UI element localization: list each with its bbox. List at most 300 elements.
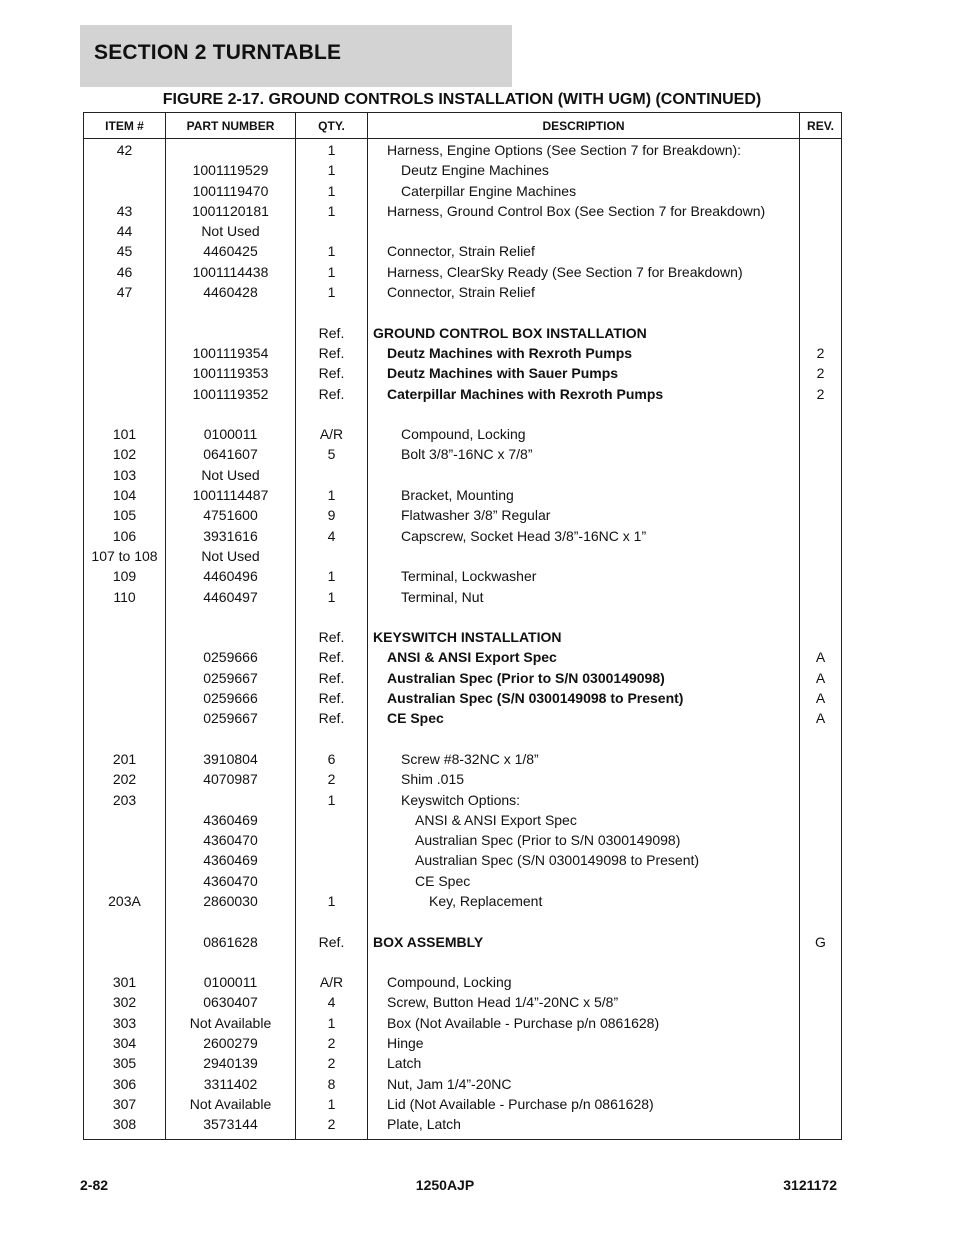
item-number-cell bbox=[84, 404, 166, 424]
revision-cell: A bbox=[800, 688, 842, 708]
quantity-cell: 1 bbox=[296, 139, 368, 161]
quantity-cell: Ref. bbox=[296, 688, 368, 708]
part-number-cell bbox=[166, 952, 296, 972]
item-number-cell: 103 bbox=[84, 465, 166, 485]
quantity-cell: 6 bbox=[296, 749, 368, 769]
item-number-cell: 44 bbox=[84, 221, 166, 241]
section-title: SECTION 2 TURNTABLE bbox=[94, 41, 342, 64]
part-number-cell: 4070987 bbox=[166, 769, 296, 789]
item-number-cell: 201 bbox=[84, 749, 166, 769]
table-row bbox=[84, 424, 842, 444]
description-cell bbox=[368, 404, 800, 424]
quantity-cell bbox=[296, 952, 368, 972]
table-row bbox=[84, 343, 842, 363]
item-number-cell bbox=[84, 363, 166, 383]
table-header-row bbox=[84, 113, 842, 139]
quantity-cell bbox=[296, 607, 368, 627]
quantity-cell bbox=[296, 810, 368, 830]
part-number-cell: 4460428 bbox=[166, 282, 296, 302]
part-number-cell: 4360469 bbox=[166, 810, 296, 830]
part-number-cell bbox=[166, 607, 296, 627]
part-number-cell: 0630407 bbox=[166, 992, 296, 1012]
description-cell: Key, Replacement bbox=[368, 891, 800, 911]
revision-cell bbox=[800, 769, 842, 789]
part-number-cell: Not Used bbox=[166, 221, 296, 241]
description-cell: Compound, Locking bbox=[368, 424, 800, 444]
revision-cell: G bbox=[800, 932, 842, 952]
part-number-cell bbox=[166, 404, 296, 424]
item-number-cell bbox=[84, 911, 166, 931]
revision-cell bbox=[800, 282, 842, 302]
description-cell: Screw #8-32NC x 1/8” bbox=[368, 749, 800, 769]
table-row bbox=[84, 932, 842, 952]
table-row bbox=[84, 729, 842, 749]
quantity-cell bbox=[296, 404, 368, 424]
description-cell bbox=[368, 221, 800, 241]
description-cell: KEYSWITCH INSTALLATION bbox=[368, 627, 800, 647]
quantity-cell: A/R bbox=[296, 424, 368, 444]
part-number-cell: 4460425 bbox=[166, 241, 296, 261]
quantity-cell bbox=[296, 911, 368, 931]
quantity-cell: 2 bbox=[296, 1114, 368, 1139]
part-number-cell: 1001119529 bbox=[166, 160, 296, 180]
part-number-cell bbox=[166, 323, 296, 343]
table-row bbox=[84, 1013, 842, 1033]
quantity-cell bbox=[296, 221, 368, 241]
table-row bbox=[84, 221, 842, 241]
description-cell: Compound, Locking bbox=[368, 972, 800, 992]
description-cell: Deutz Machines with Sauer Pumps bbox=[368, 363, 800, 383]
part-number-cell bbox=[166, 302, 296, 322]
part-number-cell bbox=[166, 911, 296, 931]
quantity-cell: 1 bbox=[296, 241, 368, 261]
column-header-description: DESCRIPTION bbox=[368, 113, 800, 139]
table-row bbox=[84, 526, 842, 546]
quantity-cell bbox=[296, 465, 368, 485]
table-row bbox=[84, 587, 842, 607]
part-number-cell bbox=[166, 627, 296, 647]
item-number-cell: 307 bbox=[84, 1094, 166, 1114]
revision-cell bbox=[800, 241, 842, 261]
part-number-cell: 3573144 bbox=[166, 1114, 296, 1139]
part-number-cell: 4460496 bbox=[166, 566, 296, 586]
part-number-cell: 1001119352 bbox=[166, 384, 296, 404]
item-number-cell bbox=[84, 384, 166, 404]
part-number-cell: 1001114438 bbox=[166, 262, 296, 282]
quantity-cell: 4 bbox=[296, 526, 368, 546]
revision-cell bbox=[800, 1053, 842, 1073]
description-cell: Deutz Engine Machines bbox=[368, 160, 800, 180]
description-cell bbox=[368, 911, 800, 931]
quantity-cell: 1 bbox=[296, 282, 368, 302]
revision-cell bbox=[800, 1033, 842, 1053]
quantity-cell: 2 bbox=[296, 769, 368, 789]
part-number-cell: 2940139 bbox=[166, 1053, 296, 1073]
table-row bbox=[84, 139, 842, 161]
description-cell: Caterpillar Machines with Rexroth Pumps bbox=[368, 384, 800, 404]
revision-cell bbox=[800, 1094, 842, 1114]
table-row bbox=[84, 911, 842, 931]
part-number-cell: 0259666 bbox=[166, 688, 296, 708]
quantity-cell: 1 bbox=[296, 1094, 368, 1114]
item-number-cell: 46 bbox=[84, 262, 166, 282]
table-row bbox=[84, 201, 842, 221]
quantity-cell: 5 bbox=[296, 444, 368, 464]
revision-cell bbox=[800, 505, 842, 525]
revision-cell bbox=[800, 627, 842, 647]
part-number-cell: 0100011 bbox=[166, 972, 296, 992]
part-number-cell bbox=[166, 139, 296, 161]
revision-cell bbox=[800, 891, 842, 911]
description-cell: Connector, Strain Relief bbox=[368, 241, 800, 261]
table-row bbox=[84, 952, 842, 972]
table-row bbox=[84, 323, 842, 343]
item-number-cell bbox=[84, 323, 166, 343]
table-row bbox=[84, 241, 842, 261]
table-row bbox=[84, 404, 842, 424]
table-row bbox=[84, 546, 842, 566]
part-number-cell: 4751600 bbox=[166, 505, 296, 525]
table-row bbox=[84, 790, 842, 810]
description-cell: Flatwasher 3/8” Regular bbox=[368, 505, 800, 525]
description-cell: Australian Spec (S/N 0300149098 to Present) bbox=[368, 688, 800, 708]
table-row bbox=[84, 282, 842, 302]
part-number-cell: Not Used bbox=[166, 465, 296, 485]
description-cell: Terminal, Nut bbox=[368, 587, 800, 607]
item-number-cell bbox=[84, 160, 166, 180]
table-row bbox=[84, 688, 842, 708]
description-cell: Bracket, Mounting bbox=[368, 485, 800, 505]
revision-cell: A bbox=[800, 708, 842, 728]
table-row bbox=[84, 1033, 842, 1053]
description-cell: Plate, Latch bbox=[368, 1114, 800, 1139]
table-row bbox=[84, 1114, 842, 1139]
revision-cell bbox=[800, 952, 842, 972]
table-row bbox=[84, 850, 842, 870]
part-number-cell: 0259667 bbox=[166, 708, 296, 728]
parts-table bbox=[83, 112, 842, 1140]
revision-cell bbox=[800, 404, 842, 424]
part-number-cell: 0259666 bbox=[166, 647, 296, 667]
table-row bbox=[84, 1074, 842, 1094]
quantity-cell: Ref. bbox=[296, 668, 368, 688]
item-number-cell bbox=[84, 932, 166, 952]
part-number-cell bbox=[166, 790, 296, 810]
description-cell: Australian Spec (Prior to S/N 0300149098) bbox=[368, 830, 800, 850]
quantity-cell: 1 bbox=[296, 790, 368, 810]
table-row bbox=[84, 363, 842, 383]
quantity-cell bbox=[296, 546, 368, 566]
quantity-cell bbox=[296, 729, 368, 749]
description-cell: Hinge bbox=[368, 1033, 800, 1053]
item-number-cell: 302 bbox=[84, 992, 166, 1012]
item-number-cell: 303 bbox=[84, 1013, 166, 1033]
revision-cell bbox=[800, 587, 842, 607]
revision-cell: 2 bbox=[800, 343, 842, 363]
part-number-cell: Not Available bbox=[166, 1013, 296, 1033]
revision-cell bbox=[800, 465, 842, 485]
description-cell: Screw, Button Head 1/4”-20NC x 5/8” bbox=[368, 992, 800, 1012]
item-number-cell: 43 bbox=[84, 201, 166, 221]
description-cell: CE Spec bbox=[368, 708, 800, 728]
quantity-cell: 4 bbox=[296, 992, 368, 1012]
column-header-rev: REV. bbox=[800, 113, 842, 139]
revision-cell bbox=[800, 323, 842, 343]
quantity-cell: 1 bbox=[296, 485, 368, 505]
quantity-cell: Ref. bbox=[296, 627, 368, 647]
table-row bbox=[84, 810, 842, 830]
description-cell: GROUND CONTROL BOX INSTALLATION bbox=[368, 323, 800, 343]
table-row bbox=[84, 769, 842, 789]
table-row bbox=[84, 505, 842, 525]
revision-cell bbox=[800, 262, 842, 282]
item-number-cell bbox=[84, 668, 166, 688]
revision-cell bbox=[800, 566, 842, 586]
item-number-cell bbox=[84, 688, 166, 708]
quantity-cell: A/R bbox=[296, 972, 368, 992]
column-header-item: ITEM # bbox=[84, 113, 166, 139]
part-number-cell bbox=[166, 729, 296, 749]
part-number-cell: 0259667 bbox=[166, 668, 296, 688]
description-cell: CE Spec bbox=[368, 871, 800, 891]
item-number-cell bbox=[84, 181, 166, 201]
item-number-cell: 304 bbox=[84, 1033, 166, 1053]
revision-cell bbox=[800, 790, 842, 810]
item-number-cell bbox=[84, 607, 166, 627]
footer-document-number: 3121172 bbox=[783, 1177, 837, 1193]
revision-cell bbox=[800, 911, 842, 931]
table-row bbox=[84, 627, 842, 647]
quantity-cell: Ref. bbox=[296, 343, 368, 363]
footer-page-number: 2-82 bbox=[80, 1177, 109, 1193]
table-row bbox=[84, 485, 842, 505]
description-cell: Capscrew, Socket Head 3/8”-16NC x 1” bbox=[368, 526, 800, 546]
table-row bbox=[84, 992, 842, 1012]
revision-cell bbox=[800, 485, 842, 505]
item-number-cell: 47 bbox=[84, 282, 166, 302]
quantity-cell: 2 bbox=[296, 1053, 368, 1073]
table-row bbox=[84, 1053, 842, 1073]
item-number-cell: 45 bbox=[84, 241, 166, 261]
revision-cell bbox=[800, 749, 842, 769]
table-row bbox=[84, 384, 842, 404]
revision-cell bbox=[800, 181, 842, 201]
quantity-cell bbox=[296, 302, 368, 322]
item-number-cell bbox=[84, 952, 166, 972]
item-number-cell bbox=[84, 830, 166, 850]
revision-cell bbox=[800, 992, 842, 1012]
table-row bbox=[84, 302, 842, 322]
quantity-cell: Ref. bbox=[296, 647, 368, 667]
revision-cell bbox=[800, 526, 842, 546]
item-number-cell: 101 bbox=[84, 424, 166, 444]
part-number-cell: 3910804 bbox=[166, 749, 296, 769]
revision-cell bbox=[800, 1114, 842, 1139]
quantity-cell: Ref. bbox=[296, 932, 368, 952]
table-row bbox=[84, 708, 842, 728]
description-cell: Latch bbox=[368, 1053, 800, 1073]
part-number-cell: 1001119353 bbox=[166, 363, 296, 383]
table-row bbox=[84, 465, 842, 485]
part-number-cell: 4360469 bbox=[166, 850, 296, 870]
table-row bbox=[84, 566, 842, 586]
item-number-cell: 308 bbox=[84, 1114, 166, 1139]
quantity-cell bbox=[296, 850, 368, 870]
description-cell: Australian Spec (S/N 0300149098 to Present) bbox=[368, 850, 800, 870]
table-row bbox=[84, 891, 842, 911]
item-number-cell: 202 bbox=[84, 769, 166, 789]
table-row bbox=[84, 181, 842, 201]
revision-cell bbox=[800, 160, 842, 180]
table-row bbox=[84, 1094, 842, 1114]
column-header-part-number: PART NUMBER bbox=[166, 113, 296, 139]
description-cell: Deutz Machines with Rexroth Pumps bbox=[368, 343, 800, 363]
revision-cell bbox=[800, 546, 842, 566]
quantity-cell: 9 bbox=[296, 505, 368, 525]
quantity-cell: 1 bbox=[296, 1013, 368, 1033]
item-number-cell bbox=[84, 708, 166, 728]
revision-cell bbox=[800, 444, 842, 464]
quantity-cell: 1 bbox=[296, 891, 368, 911]
revision-cell bbox=[800, 424, 842, 444]
description-cell: Lid (Not Available - Purchase p/n 0861628) bbox=[368, 1094, 800, 1114]
quantity-cell: 8 bbox=[296, 1074, 368, 1094]
figure-title: FIGURE 2-17. GROUND CONTROLS INSTALLATION (WITH UGM) (CONTINUED) bbox=[162, 91, 762, 108]
description-cell bbox=[368, 729, 800, 749]
quantity-cell: Ref. bbox=[296, 708, 368, 728]
part-number-cell: Not Used bbox=[166, 546, 296, 566]
part-number-cell: 1001120181 bbox=[166, 201, 296, 221]
description-cell: Box (Not Available - Purchase p/n 0861628) bbox=[368, 1013, 800, 1033]
item-number-cell bbox=[84, 647, 166, 667]
description-cell: Bolt 3/8”-16NC x 7/8” bbox=[368, 444, 800, 464]
item-number-cell bbox=[84, 302, 166, 322]
description-cell: Harness, Ground Control Box (See Section 7 for Breakdown) bbox=[368, 201, 800, 221]
footer-model: 1250AJP bbox=[415, 1177, 475, 1193]
revision-cell bbox=[800, 607, 842, 627]
description-cell: Harness, ClearSky Ready (See Section 7 for Breakdown) bbox=[368, 262, 800, 282]
description-cell: Nut, Jam 1/4”-20NC bbox=[368, 1074, 800, 1094]
table-row bbox=[84, 262, 842, 282]
part-number-cell: 4360470 bbox=[166, 871, 296, 891]
part-number-cell: 1001114487 bbox=[166, 485, 296, 505]
revision-cell: A bbox=[800, 647, 842, 667]
revision-cell bbox=[800, 1013, 842, 1033]
item-number-cell: 203 bbox=[84, 790, 166, 810]
description-cell bbox=[368, 302, 800, 322]
item-number-cell: 105 bbox=[84, 505, 166, 525]
item-number-cell bbox=[84, 871, 166, 891]
table-row bbox=[84, 749, 842, 769]
part-number-cell: 2860030 bbox=[166, 891, 296, 911]
description-cell: ANSI & ANSI Export Spec bbox=[368, 647, 800, 667]
item-number-cell: 107 to 108 bbox=[84, 546, 166, 566]
quantity-cell: Ref. bbox=[296, 363, 368, 383]
item-number-cell bbox=[84, 850, 166, 870]
revision-cell bbox=[800, 139, 842, 161]
item-number-cell bbox=[84, 627, 166, 647]
item-number-cell: 42 bbox=[84, 139, 166, 161]
item-number-cell bbox=[84, 729, 166, 749]
description-cell: Caterpillar Engine Machines bbox=[368, 181, 800, 201]
item-number-cell: 109 bbox=[84, 566, 166, 586]
revision-cell bbox=[800, 221, 842, 241]
table-row bbox=[84, 444, 842, 464]
section-header-bar bbox=[80, 25, 512, 87]
quantity-cell: 1 bbox=[296, 262, 368, 282]
revision-cell bbox=[800, 830, 842, 850]
quantity-cell: 1 bbox=[296, 587, 368, 607]
quantity-cell: Ref. bbox=[296, 323, 368, 343]
quantity-cell: 1 bbox=[296, 160, 368, 180]
item-number-cell bbox=[84, 343, 166, 363]
revision-cell: 2 bbox=[800, 384, 842, 404]
description-cell bbox=[368, 465, 800, 485]
part-number-cell: 1001119354 bbox=[166, 343, 296, 363]
revision-cell bbox=[800, 972, 842, 992]
description-cell: Australian Spec (Prior to S/N 0300149098) bbox=[368, 668, 800, 688]
quantity-cell bbox=[296, 830, 368, 850]
table-row bbox=[84, 647, 842, 667]
revision-cell bbox=[800, 871, 842, 891]
item-number-cell: 106 bbox=[84, 526, 166, 546]
item-number-cell: 305 bbox=[84, 1053, 166, 1073]
description-cell: Connector, Strain Relief bbox=[368, 282, 800, 302]
revision-cell: A bbox=[800, 668, 842, 688]
table-row bbox=[84, 668, 842, 688]
table-row bbox=[84, 871, 842, 891]
item-number-cell: 110 bbox=[84, 587, 166, 607]
description-cell: BOX ASSEMBLY bbox=[368, 932, 800, 952]
parts-table-body bbox=[84, 139, 842, 1140]
item-number-cell: 102 bbox=[84, 444, 166, 464]
quantity-cell: 1 bbox=[296, 201, 368, 221]
table-row bbox=[84, 160, 842, 180]
part-number-cell: 0100011 bbox=[166, 424, 296, 444]
part-number-cell: 3931616 bbox=[166, 526, 296, 546]
revision-cell bbox=[800, 1074, 842, 1094]
revision-cell bbox=[800, 850, 842, 870]
description-cell: Harness, Engine Options (See Section 7 for Breakdown): bbox=[368, 139, 800, 161]
revision-cell bbox=[800, 810, 842, 830]
table-row bbox=[84, 972, 842, 992]
revision-cell bbox=[800, 201, 842, 221]
part-number-cell: 0861628 bbox=[166, 932, 296, 952]
quantity-cell: 2 bbox=[296, 1033, 368, 1053]
part-number-cell: 2600279 bbox=[166, 1033, 296, 1053]
description-cell: Keyswitch Options: bbox=[368, 790, 800, 810]
table-row bbox=[84, 607, 842, 627]
item-number-cell: 203A bbox=[84, 891, 166, 911]
item-number-cell: 301 bbox=[84, 972, 166, 992]
item-number-cell: 104 bbox=[84, 485, 166, 505]
part-number-cell: 1001119470 bbox=[166, 181, 296, 201]
quantity-cell: 1 bbox=[296, 566, 368, 586]
part-number-cell: 4460497 bbox=[166, 587, 296, 607]
description-cell bbox=[368, 952, 800, 972]
part-number-cell: 0641607 bbox=[166, 444, 296, 464]
revision-cell bbox=[800, 729, 842, 749]
part-number-cell: Not Available bbox=[166, 1094, 296, 1114]
item-number-cell bbox=[84, 810, 166, 830]
description-cell: Terminal, Lockwasher bbox=[368, 566, 800, 586]
part-number-cell: 4360470 bbox=[166, 830, 296, 850]
item-number-cell: 306 bbox=[84, 1074, 166, 1094]
description-cell bbox=[368, 607, 800, 627]
description-cell bbox=[368, 546, 800, 566]
description-cell: Shim .015 bbox=[368, 769, 800, 789]
table-row bbox=[84, 830, 842, 850]
